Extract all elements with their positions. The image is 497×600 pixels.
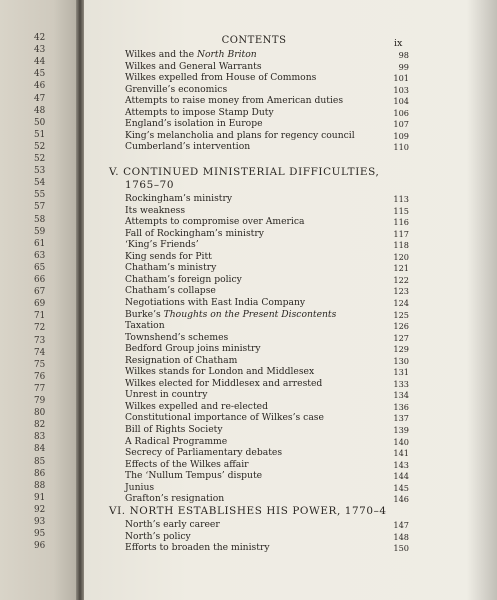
toc-entry-title: Negotiations with East India Company [125,296,306,308]
left-page-line-number: 92 [34,504,46,515]
toc-entry-title: ‘King’s Friends’ [125,239,199,251]
toc-entry-title: Chatham’s foreign policy [125,273,242,285]
toc-entry-page: 113 [393,194,409,204]
left-page-line-number: 88 [34,480,46,491]
left-page-line-number: 54 [34,178,46,189]
toc-entry-title: North’s early career [125,519,220,530]
toc-entry-title: Wilkes and General Warrants [125,60,262,72]
left-page-line-number: 57 [34,202,46,213]
toc-entry-page: 125 [393,309,409,320]
left-page-line-number: 75 [34,359,46,370]
left-page-line-number: 52 [34,154,46,164]
toc-entry-title: Grenville’s economics [125,83,228,95]
left-page-line-number: 85 [34,456,46,467]
book-gutter [76,0,84,600]
toc-entry-title: Grafton’s resignation [125,493,225,505]
toc-entry-page: 136 [393,401,409,412]
toc-entry-page: 146 [393,494,409,505]
toc-entry-title: Rockingham’s ministry [125,193,233,204]
toc-entry-title: Chatham’s ministry [125,262,217,274]
toc-entry-page: 131 [393,367,409,378]
page-number: ix [394,38,403,49]
toc-entry-title: Constitutional importance of Wilkes’s case [125,412,324,424]
toc-entry-page: 120 [393,251,409,262]
left-page-line-number: 59 [34,226,46,237]
toc-entry-title: Attempts to compromise over America [125,216,305,228]
toc-entry-page: 121 [393,263,409,274]
toc-entry-page: 129 [393,344,409,355]
section-heading-vi: VI. NORTH ESTABLISHES HIS POWER, 1770–4 [109,505,387,517]
toc-entry-page: 104 [393,96,409,107]
toc-entry-page: 118 [393,240,409,251]
toc-entry-page: 116 [393,217,409,228]
toc-entry-page: 117 [393,228,409,239]
left-page-line-number: 51 [34,129,46,140]
toc-entry-title: Townshend’s schemes [125,331,229,343]
left-page-line-number: 47 [34,93,46,104]
toc-entry-title: The ‘Nullum Tempus’ dispute [125,470,263,482]
toc-entry-title: Its weakness [125,204,186,216]
toc-entry-page: 99 [398,61,409,72]
toc-entry-page: 98 [398,50,409,60]
toc-entry-title: Chatham’s collapse [125,285,216,297]
left-page-line-number: 76 [34,371,46,382]
left-page-line-number: 86 [34,468,46,479]
left-page-line-number: 84 [34,444,46,455]
left-page-line-number: 48 [34,105,46,116]
toc-entry-title: Unrest in country [125,389,208,401]
toc-entry-page: 139 [393,425,409,435]
left-page-line-number: 71 [34,311,46,322]
toc-entry-page: 106 [393,107,409,118]
toc-entry-title: A Radical Programme [125,435,228,447]
toc-entry-page: 137 [393,413,409,424]
left-page-line-number: 83 [34,432,46,443]
left-page-line-number: 58 [34,214,46,225]
toc-entry-title: King sends for Pitt [125,250,212,262]
toc-entry-title: Attempts to raise money from American duties [125,95,344,107]
left-page-line-number: 82 [34,420,46,431]
toc-entry-page: 147 [393,520,409,530]
section-heading-v-years: 1765–70 [125,179,175,191]
toc-entry-title: Wilkes expelled and re-elected [125,400,268,412]
toc-entry-title: Burke’s Thoughts on the Present Discontents [125,308,337,320]
left-page-line-number: 96 [34,541,46,552]
toc-entry-title: England’s isolation in Europe [125,118,263,130]
toc-entry-page: 143 [393,459,409,470]
left-page-line-number: 79 [34,396,46,406]
toc-entry-page: 115 [393,205,409,216]
left-page-line-number: 43 [34,45,46,56]
left-page-line-number: 55 [34,190,46,201]
toc-entry-page: 126 [393,321,409,332]
left-page-line-number: 50 [34,117,46,128]
left-page-line-number: 66 [34,275,46,285]
toc-entry-page: 101 [393,73,409,84]
left-page-line-number: 67 [34,287,46,298]
left-page-line-number: 74 [34,347,46,358]
left-page-line-number: 44 [34,57,46,68]
left-page-line-number: 69 [34,299,46,310]
contents-page [84,0,497,600]
toc-entry-page: 141 [393,448,409,459]
left-page-line-number: 73 [34,335,46,346]
page-title: CONTENTS [221,35,287,46]
left-page-line-number: 72 [34,323,46,334]
toc-entry-page: 123 [393,286,409,297]
toc-entry-title: Wilkes expelled from House of Commons [125,72,317,84]
toc-entry-title: Efforts to broaden the ministry [125,542,270,554]
left-page-line-number: 42 [34,33,46,43]
toc-entry-page: 130 [393,355,409,366]
toc-entry-page: 109 [393,130,409,141]
toc-entry-page: 140 [393,436,409,447]
toc-entry-page: 110 [393,142,409,153]
toc-entry-page: 133 [393,378,409,389]
toc-entry-title: Effects of the Wilkes affair [125,458,249,470]
toc-entry-title: Cumberland’s intervention [125,141,251,153]
toc-entry-title: Resignation of Chatham [125,354,238,366]
toc-entry-page: 150 [393,543,409,554]
toc-entry-title: Secrecy of Parliamentary debates [125,447,283,459]
page-edge-shadow [467,0,497,600]
toc-entry-title: Taxation [125,320,165,332]
toc-entry-title: Bedford Group joins ministry [125,343,261,355]
toc-entry-title: Wilkes and the North Briton [125,49,257,60]
left-page-line-number: 53 [34,166,46,177]
left-page-line-number: 91 [34,492,46,503]
toc-entry-title: Junius [125,481,155,493]
left-page [0,0,76,600]
toc-entry-page: 107 [393,119,409,130]
toc-entry-page: 134 [393,390,409,401]
toc-entry-page: 122 [393,274,409,285]
toc-entry-title: Fall of Rockingham’s ministry [125,227,264,239]
left-page-line-number: 65 [34,262,46,273]
toc-entry-title: Bill of Rights Society [125,424,223,435]
section-heading-v: V. CONTINUED MINISTERIAL DIFFICULTIES, [109,166,380,178]
left-page-line-number: 61 [34,238,46,249]
left-page-line-number: 52 [34,141,46,152]
toc-entry-title: Attempts to impose Stamp Duty [125,106,274,118]
left-page-line-number: 45 [34,69,46,80]
toc-entry-page: 103 [393,84,409,95]
left-page-line-number: 95 [34,529,46,540]
left-page-line-number: 63 [34,250,46,261]
toc-entry-page: 127 [393,332,409,343]
toc-entry-title: King’s melancholia and plans for regency council [125,129,355,141]
toc-entry-page: 145 [393,482,409,493]
toc-entry-page: 144 [393,471,409,482]
toc-entry-title: Wilkes elected for Middlesex and arrested [125,377,323,389]
toc-entry-page: 148 [393,531,409,542]
left-page-line-number: 80 [34,408,46,419]
left-page-line-number: 46 [34,81,46,92]
toc-entry-title: North’s policy [125,530,191,542]
left-page-line-number: 77 [34,383,46,394]
toc-entry-title: Wilkes stands for London and Middlesex [125,366,315,378]
toc-entry-page: 124 [393,297,409,308]
left-page-line-number: 93 [34,517,46,527]
